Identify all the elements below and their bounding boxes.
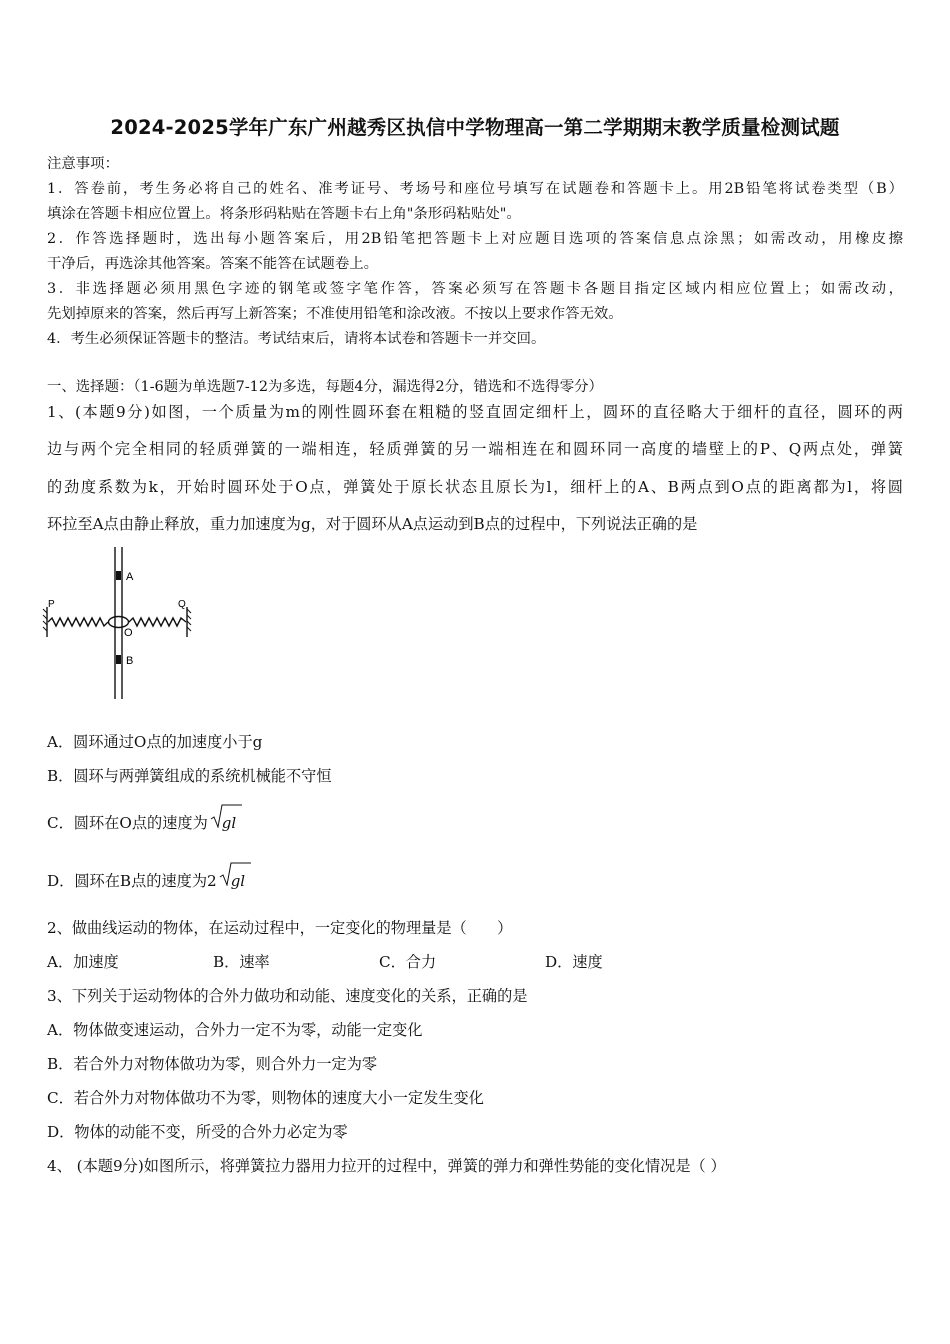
q2-option-b: B．速率	[213, 953, 270, 971]
q1-stem-line: 边与两个完全相同的轻质弹簧的一端相连，轻质弹簧的另一端相连在和圆环同一高度的墙壁上的P、Q两点处，弹簧	[47, 440, 903, 458]
notice-line: 先划掉原来的答案，然后再写上新答案；不准使用铅笔和涂改液。不按以上要求作答无效。	[47, 306, 623, 322]
notice-line: 干净后，再选涂其他答案。答案不能答在试题卷上。	[47, 256, 378, 272]
q3-stem: 3、下列关于运动物体的合外力做功和动能、速度变化的关系，正确的是	[47, 987, 528, 1005]
q1-option-d-text: D．圆环在B点的速度为2	[47, 872, 217, 890]
notice-line: 2．作答选择题时，选出每小题答案后，用2B铅笔把答题卡上对应题目选项的答案信息点涂黑；如需改动，用橡皮擦	[47, 231, 903, 247]
q4-stem: 4、 (本题9分)如图所示，将弹簧拉力器用力拉开的过程中，弹簧的弹力和弹性势能的变化情况是（ ）	[47, 1157, 726, 1175]
figure-label-p: P	[48, 599, 55, 610]
sqrt-expression	[219, 872, 245, 890]
notice-line: 3．非选择题必须用黑色字迹的钢笔或签字笔作答，答案必须写在答题卡各题目指定区域内相应位置上；如需改动，	[47, 281, 903, 297]
figure-label-b: B	[126, 655, 134, 667]
q3-option-a: A．物体做变速运动，合外力一定不为零，动能一定变化	[47, 1021, 423, 1039]
q1-option-c	[47, 812, 236, 833]
q3-option-c: C．若合外力对物体做功不为零，则物体的速度大小一定发生变化	[47, 1089, 484, 1107]
q1-stem-line: 的劲度系数为k，开始时圆环处于O点，弹簧处于原长状态且原长为l，细杆上的A、B两点到O点的距离都为l，将圆	[47, 478, 903, 496]
notice-heading: 注意事项：	[47, 156, 119, 172]
sqrt-radical-icon	[219, 862, 251, 886]
sqrt-radicand: gl	[221, 814, 237, 832]
q1-stem-line: 1、(本题9分)如图，一个质量为m的刚性圆环套在粗糙的竖直固定细杆上，圆环的直径略大于细杆的直径，圆环的两	[47, 403, 903, 421]
q1-stem-line: 环拉至A点由静止释放，重力加速度为g，对于圆环从A点运动到B点的过程中，下列说法正确的是	[47, 515, 698, 533]
q3-option-b: B．若合外力对物体做功为零，则合外力一定为零	[47, 1055, 378, 1073]
notice-line: 1．答卷前，考生务必将自己的姓名、准考证号、考场号和座位号填写在试题卷和答题卡上。用2B铅笔将试卷类型（B）	[47, 181, 903, 197]
figure-label-o: O	[124, 627, 133, 639]
q1-option-c-text: C．圆环在O点的速度为	[47, 814, 208, 832]
exam-title: 2024-2025学年广东广州越秀区执信中学物理高一第二学期期末教学质量检测试题	[110, 116, 840, 139]
figure-label-a: A	[126, 571, 134, 583]
q3-option-d: D．物体的动能不变，所受的合外力必定为零	[47, 1123, 348, 1141]
sqrt-radicand: gl	[230, 872, 246, 890]
section-heading: 一、选择题：（1-6题为单选题7-12为多选，每题4分，漏选得2分，错选和不选得零分）	[47, 379, 603, 395]
sqrt-radical-icon	[210, 804, 242, 828]
q2-stem: 2、做曲线运动的物体，在运动过程中，一定变化的物理量是（ ）	[47, 919, 513, 937]
figure-label-q: Q	[178, 599, 186, 610]
q2-options	[47, 951, 711, 972]
q1-ring-spring-figure	[42, 545, 202, 705]
q2-option-a: A．加速度	[47, 953, 119, 971]
notice-line: 填涂在答题卡相应位置上。将条形码粘贴在答题卡右上角"条形码粘贴处"。	[47, 206, 521, 222]
q1-option-b: B．圆环与两弹簧组成的系统机械能不守恒	[47, 767, 332, 785]
q2-option-d: D．速度	[545, 953, 603, 971]
q1-option-d	[47, 870, 245, 891]
q2-option-c: C．合力	[379, 953, 437, 971]
notice-line: 4．考生必须保证答题卡的整洁。考试结束后，请将本试卷和答题卡一并交回。	[47, 331, 546, 347]
q1-option-a: A．圆环通过O点的加速度小于g	[47, 733, 263, 751]
sqrt-expression	[210, 814, 236, 832]
